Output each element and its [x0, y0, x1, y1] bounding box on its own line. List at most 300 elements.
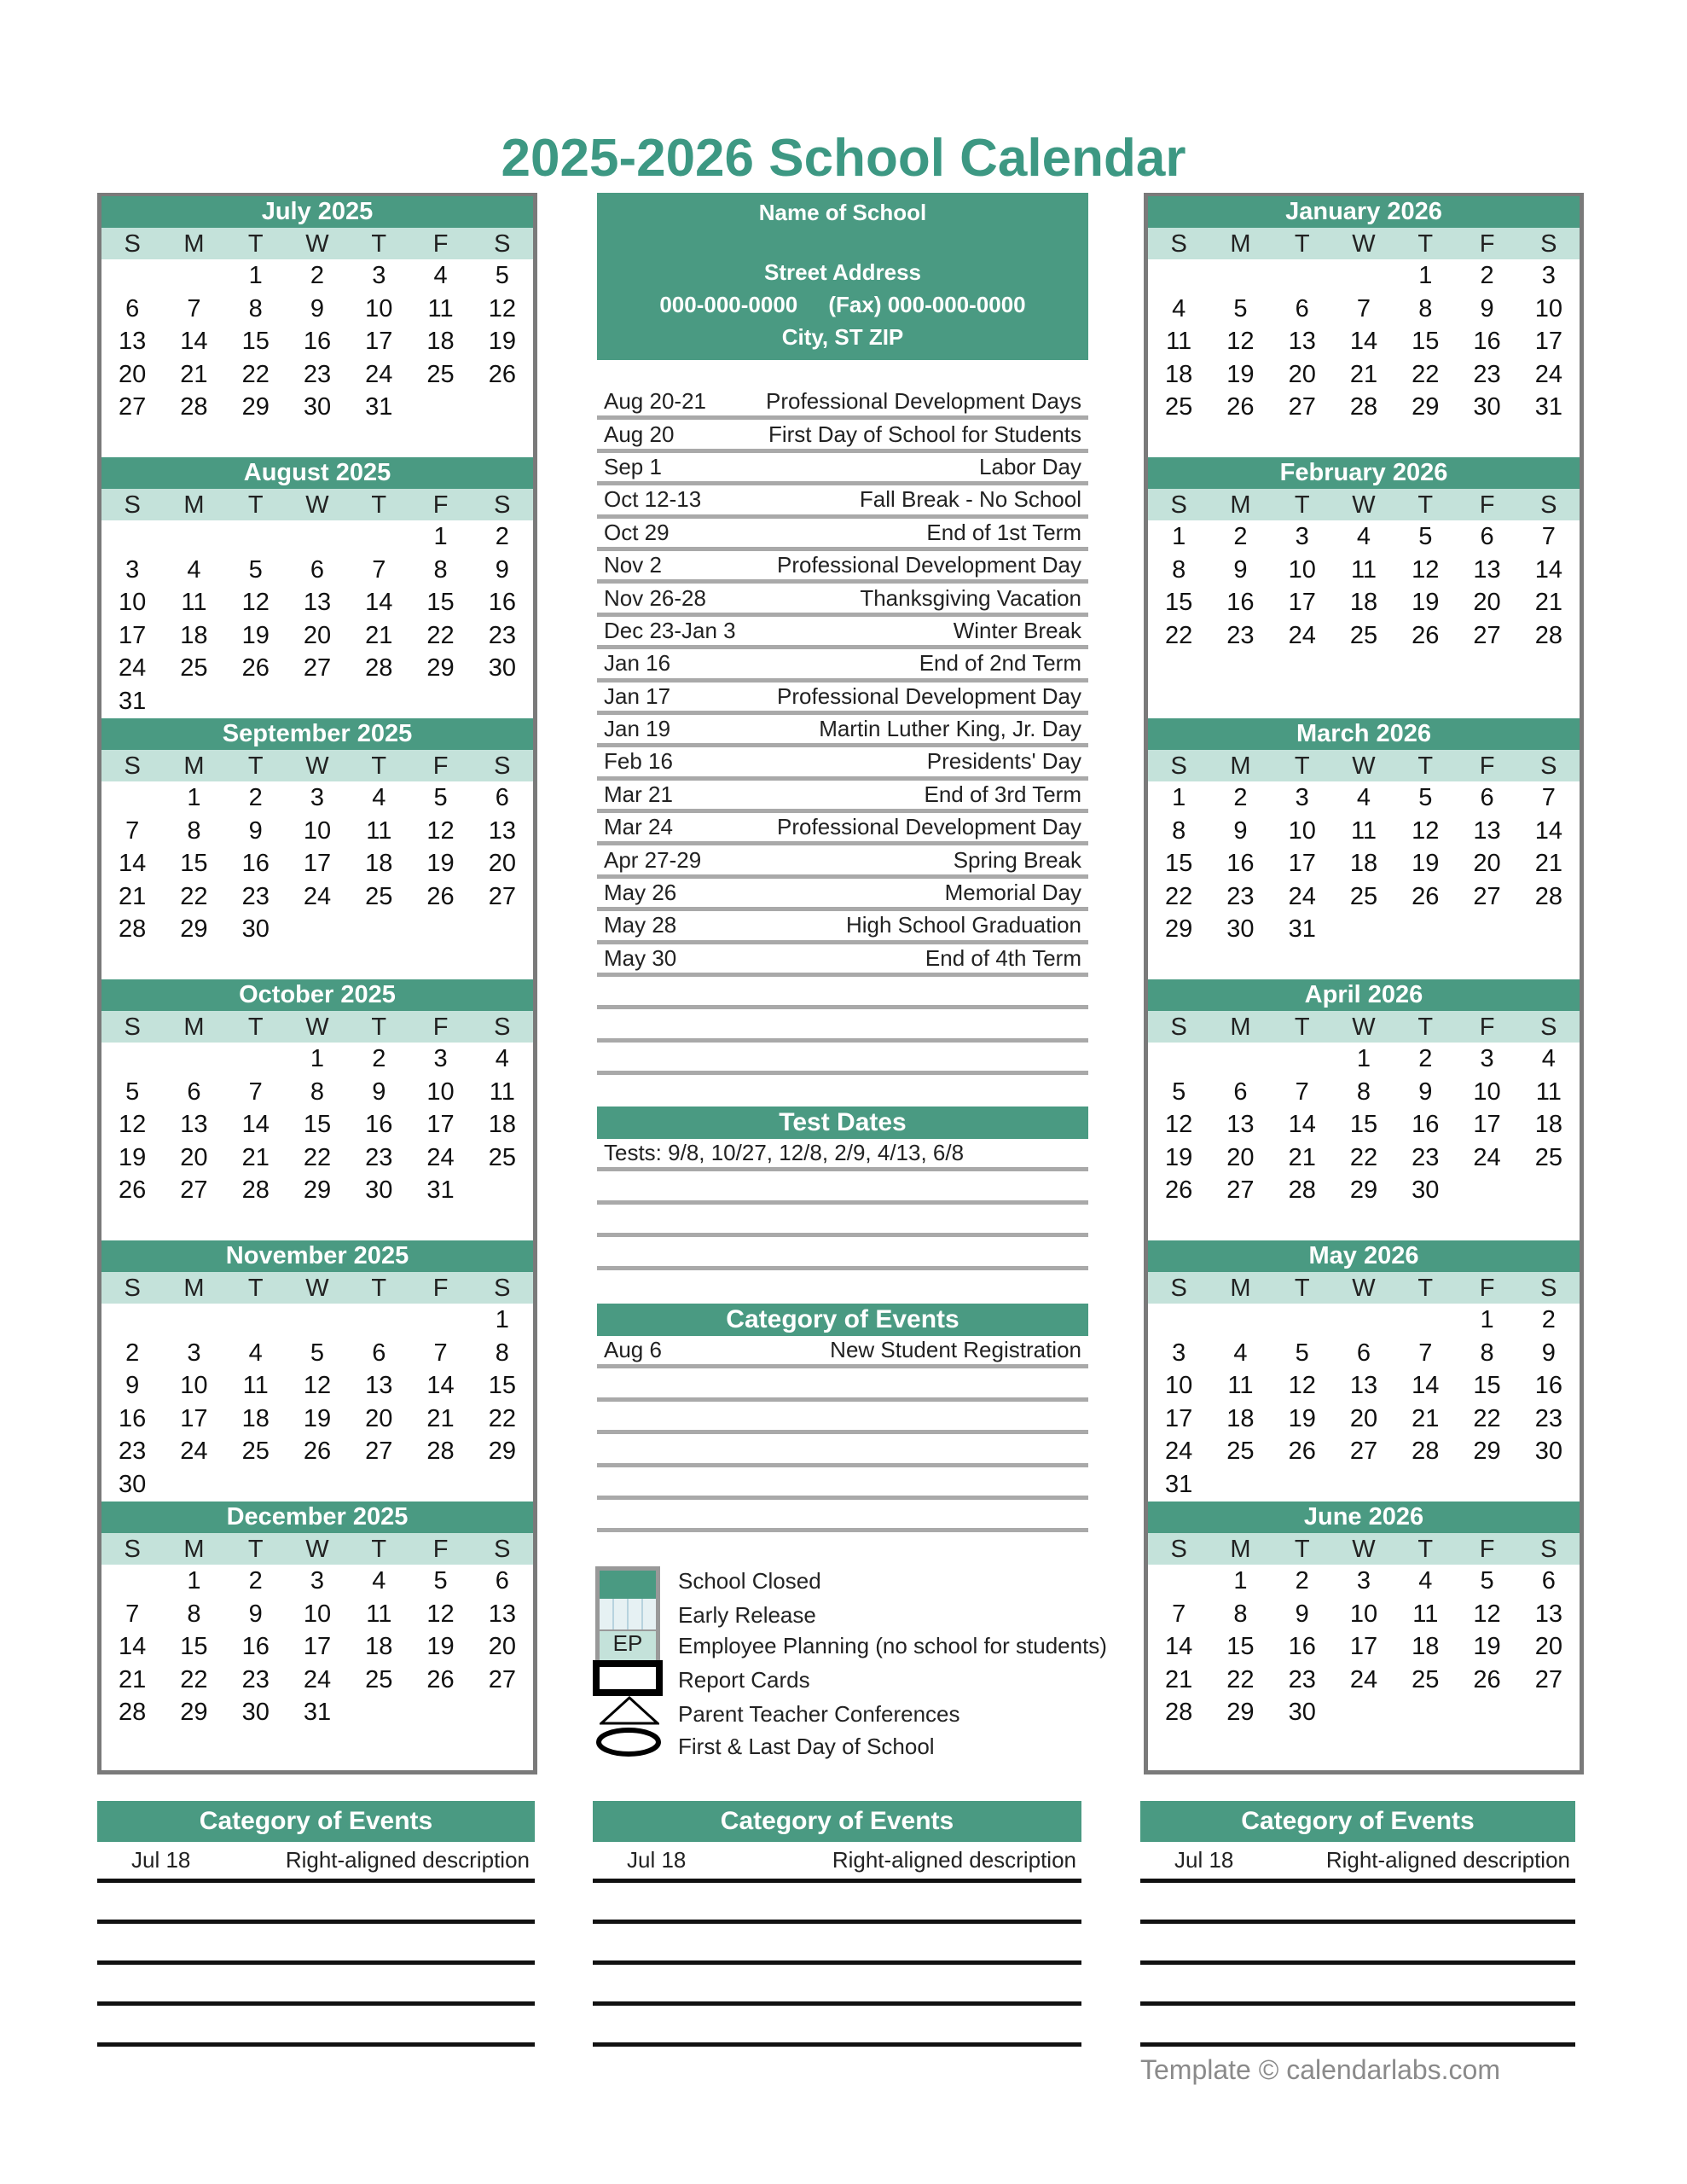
- day-cell[interactable]: 13: [365, 1372, 393, 1399]
- day-cell[interactable]: 7: [248, 1077, 263, 1106]
- day-cell[interactable]: 14: [241, 1111, 270, 1138]
- day-cell[interactable]: 12: [488, 294, 516, 322]
- day-cell[interactable]: 25: [1349, 621, 1378, 649]
- day-cell[interactable]: 19: [1165, 1143, 1193, 1171]
- day-cell[interactable]: 24: [180, 1438, 208, 1465]
- day-cell[interactable]: 1: [1233, 1567, 1248, 1594]
- day-cell[interactable]: 25: [241, 1438, 270, 1465]
- day-cell[interactable]: 23: [1288, 1665, 1316, 1693]
- day-cell[interactable]: 11: [366, 816, 392, 845]
- day-cell[interactable]: 29: [1412, 393, 1440, 421]
- day-cell[interactable]: 13: [303, 589, 332, 616]
- day-cell[interactable]: 12: [1473, 1600, 1501, 1628]
- day-cell[interactable]: 11: [427, 294, 454, 322]
- day-cell[interactable]: 13: [488, 816, 516, 845]
- day-cell[interactable]: 6: [1295, 294, 1309, 322]
- day-cell[interactable]: 26: [426, 882, 455, 910]
- day-cell[interactable]: 2: [1480, 262, 1494, 289]
- day-cell[interactable]: 6: [1356, 1339, 1371, 1367]
- day-cell[interactable]: 14: [1534, 816, 1562, 845]
- day-cell[interactable]: 25: [365, 882, 393, 910]
- day-cell[interactable]: 8: [1356, 1077, 1371, 1106]
- day-cell[interactable]: 25: [488, 1143, 516, 1171]
- day-cell[interactable]: 3: [187, 1339, 201, 1367]
- day-cell[interactable]: 8: [433, 555, 448, 584]
- day-cell[interactable]: 24: [1534, 360, 1562, 388]
- day-cell[interactable]: 6: [495, 1567, 509, 1594]
- day-cell[interactable]: 29: [180, 915, 208, 943]
- day-cell[interactable]: 27: [1473, 621, 1501, 649]
- day-cell[interactable]: 18: [1534, 1111, 1562, 1138]
- day-cell[interactable]: 22: [1412, 360, 1440, 388]
- day-cell[interactable]: 9: [1295, 1600, 1309, 1628]
- day-cell[interactable]: 28: [365, 654, 393, 682]
- day-cell[interactable]: 21: [180, 360, 208, 388]
- day-cell[interactable]: 30: [1473, 393, 1501, 421]
- day-cell[interactable]: 26: [241, 654, 270, 682]
- day-cell[interactable]: 4: [372, 784, 386, 811]
- day-cell[interactable]: 7: [1541, 523, 1556, 550]
- day-cell[interactable]: 7: [1172, 1600, 1186, 1628]
- day-cell[interactable]: 24: [1165, 1438, 1193, 1465]
- day-cell[interactable]: 30: [1288, 1699, 1316, 1726]
- day-cell[interactable]: 1: [187, 1567, 201, 1594]
- day-cell[interactable]: 5: [248, 555, 263, 584]
- day-cell[interactable]: 19: [303, 1404, 332, 1432]
- day-cell[interactable]: 11: [181, 589, 207, 616]
- day-cell[interactable]: 20: [180, 1143, 208, 1171]
- day-cell[interactable]: 1: [1418, 262, 1433, 289]
- day-cell[interactable]: 6: [372, 1339, 386, 1367]
- day-cell[interactable]: 20: [365, 1404, 393, 1432]
- day-cell[interactable]: 4: [187, 555, 201, 584]
- day-cell[interactable]: 8: [187, 816, 201, 845]
- day-cell[interactable]: 31: [1165, 1470, 1193, 1498]
- day-cell[interactable]: 23: [1226, 882, 1255, 910]
- day-cell[interactable]: 19: [241, 621, 270, 649]
- day-cell[interactable]: 9: [372, 1077, 386, 1106]
- day-cell[interactable]: 22: [180, 1665, 208, 1693]
- day-cell[interactable]: 3: [433, 1045, 448, 1072]
- day-cell[interactable]: 3: [1356, 1567, 1371, 1594]
- day-cell[interactable]: 22: [488, 1404, 516, 1432]
- day-cell[interactable]: 20: [1473, 589, 1501, 616]
- day-cell[interactable]: 16: [119, 1404, 147, 1432]
- day-cell[interactable]: 17: [1349, 1633, 1378, 1660]
- day-cell[interactable]: 21: [241, 1143, 270, 1171]
- day-cell[interactable]: 24: [365, 360, 393, 388]
- day-cell[interactable]: 18: [180, 621, 208, 649]
- day-cell[interactable]: 22: [426, 621, 455, 649]
- day-cell[interactable]: 27: [365, 1438, 393, 1465]
- day-cell[interactable]: 9: [125, 1372, 140, 1399]
- day-cell[interactable]: 21: [1534, 850, 1562, 877]
- day-cell[interactable]: 22: [1226, 1665, 1255, 1693]
- day-cell[interactable]: 16: [303, 328, 332, 355]
- day-cell[interactable]: 6: [495, 784, 509, 811]
- day-cell[interactable]: 16: [1412, 1111, 1440, 1138]
- day-cell[interactable]: 15: [1226, 1633, 1255, 1660]
- day-cell[interactable]: 18: [1226, 1404, 1255, 1432]
- day-cell[interactable]: 11: [489, 1077, 515, 1106]
- day-cell[interactable]: 21: [1534, 589, 1562, 616]
- day-cell[interactable]: 20: [1349, 1404, 1378, 1432]
- day-cell[interactable]: 23: [303, 360, 332, 388]
- day-cell[interactable]: 15: [426, 589, 455, 616]
- day-cell[interactable]: 1: [310, 1045, 325, 1072]
- day-cell[interactable]: 21: [1288, 1143, 1316, 1171]
- day-cell[interactable]: 2: [1233, 784, 1248, 811]
- day-cell[interactable]: 4: [1418, 1567, 1433, 1594]
- day-cell[interactable]: 12: [426, 1600, 455, 1628]
- day-cell[interactable]: 10: [1165, 1372, 1193, 1399]
- day-cell[interactable]: 30: [1412, 1176, 1440, 1204]
- day-cell[interactable]: 19: [426, 850, 455, 877]
- day-cell[interactable]: 14: [119, 1633, 147, 1660]
- day-cell[interactable]: 25: [426, 360, 455, 388]
- day-cell[interactable]: 4: [372, 1567, 386, 1594]
- day-cell[interactable]: 29: [241, 393, 270, 421]
- day-cell[interactable]: 14: [365, 589, 393, 616]
- day-cell[interactable]: 25: [180, 654, 208, 682]
- day-cell[interactable]: 19: [1412, 589, 1440, 616]
- day-cell[interactable]: 23: [1226, 621, 1255, 649]
- day-cell[interactable]: 9: [248, 1600, 263, 1628]
- day-cell[interactable]: 3: [125, 555, 140, 584]
- day-cell[interactable]: 23: [1473, 360, 1501, 388]
- day-cell[interactable]: 29: [1165, 915, 1193, 943]
- day-cell[interactable]: 14: [1412, 1372, 1440, 1399]
- day-cell[interactable]: 3: [310, 784, 325, 811]
- day-cell[interactable]: 17: [1165, 1404, 1193, 1432]
- day-cell[interactable]: 29: [1226, 1699, 1255, 1726]
- day-cell[interactable]: 19: [426, 1633, 455, 1660]
- day-cell[interactable]: 7: [125, 816, 140, 845]
- day-cell[interactable]: 22: [303, 1143, 332, 1171]
- day-cell[interactable]: 14: [1534, 555, 1562, 584]
- day-cell[interactable]: 13: [1288, 328, 1316, 355]
- day-cell[interactable]: 29: [1473, 1438, 1501, 1465]
- day-cell[interactable]: 3: [372, 262, 386, 289]
- day-cell[interactable]: 1: [248, 262, 263, 289]
- day-cell[interactable]: 23: [365, 1143, 393, 1171]
- day-cell[interactable]: 21: [1165, 1665, 1193, 1693]
- day-cell[interactable]: 25: [365, 1665, 393, 1693]
- day-cell[interactable]: 9: [310, 294, 325, 322]
- day-cell[interactable]: 23: [1412, 1143, 1440, 1171]
- day-cell[interactable]: 8: [187, 1600, 201, 1628]
- day-cell[interactable]: 17: [1534, 328, 1562, 355]
- day-cell[interactable]: 22: [1349, 1143, 1378, 1171]
- day-cell[interactable]: 26: [426, 1665, 455, 1693]
- day-cell[interactable]: 11: [1412, 1600, 1439, 1628]
- day-cell[interactable]: 11: [366, 1600, 392, 1628]
- day-cell[interactable]: 10: [1473, 1077, 1501, 1106]
- day-cell[interactable]: 7: [372, 555, 386, 584]
- day-cell[interactable]: 10: [1288, 816, 1316, 845]
- day-cell[interactable]: 3: [310, 1567, 325, 1594]
- day-cell[interactable]: 27: [119, 393, 147, 421]
- day-cell[interactable]: 18: [1349, 589, 1378, 616]
- day-cell[interactable]: 28: [180, 393, 208, 421]
- day-cell[interactable]: 14: [1349, 328, 1378, 355]
- day-cell[interactable]: 17: [1288, 589, 1316, 616]
- day-cell[interactable]: 11: [242, 1372, 269, 1399]
- day-cell[interactable]: 5: [310, 1339, 325, 1367]
- day-cell[interactable]: 12: [426, 816, 455, 845]
- day-cell[interactable]: 30: [488, 654, 516, 682]
- day-cell[interactable]: 12: [119, 1111, 147, 1138]
- day-cell[interactable]: 16: [1288, 1633, 1316, 1660]
- day-cell[interactable]: 22: [1165, 882, 1193, 910]
- day-cell[interactable]: 4: [1356, 523, 1371, 550]
- day-cell[interactable]: 5: [433, 1567, 448, 1594]
- day-cell[interactable]: 18: [1412, 1633, 1440, 1660]
- day-cell[interactable]: 24: [1349, 1665, 1378, 1693]
- day-cell[interactable]: 27: [180, 1176, 208, 1204]
- day-cell[interactable]: 26: [1226, 393, 1255, 421]
- day-cell[interactable]: 9: [248, 816, 263, 845]
- day-cell[interactable]: 16: [1226, 589, 1255, 616]
- day-cell[interactable]: 26: [1412, 621, 1440, 649]
- day-cell[interactable]: 27: [1473, 882, 1501, 910]
- day-cell[interactable]: 24: [119, 654, 147, 682]
- day-cell[interactable]: 20: [1288, 360, 1316, 388]
- day-cell[interactable]: 9: [1480, 294, 1494, 322]
- day-cell[interactable]: 3: [1172, 1339, 1186, 1367]
- day-cell[interactable]: 16: [241, 1633, 270, 1660]
- day-cell[interactable]: 5: [1480, 1567, 1494, 1594]
- day-cell[interactable]: 4: [1541, 1045, 1556, 1072]
- day-cell[interactable]: 11: [1535, 1077, 1562, 1106]
- day-cell[interactable]: 20: [488, 1633, 516, 1660]
- day-cell[interactable]: 8: [1233, 1600, 1248, 1628]
- day-cell[interactable]: 7: [1418, 1339, 1433, 1367]
- day-cell[interactable]: 8: [310, 1077, 325, 1106]
- day-cell[interactable]: 31: [303, 1699, 332, 1726]
- day-cell[interactable]: 22: [241, 360, 270, 388]
- day-cell[interactable]: 9: [495, 555, 509, 584]
- day-cell[interactable]: 13: [1349, 1372, 1378, 1399]
- day-cell[interactable]: 15: [241, 328, 270, 355]
- day-cell[interactable]: 21: [119, 1665, 147, 1693]
- day-cell[interactable]: 15: [180, 850, 208, 877]
- day-cell[interactable]: 23: [488, 621, 516, 649]
- day-cell[interactable]: 2: [372, 1045, 386, 1072]
- day-cell[interactable]: 28: [1412, 1438, 1440, 1465]
- day-cell[interactable]: 13: [488, 1600, 516, 1628]
- day-cell[interactable]: 5: [125, 1077, 140, 1106]
- day-cell[interactable]: 5: [1418, 784, 1433, 811]
- day-cell[interactable]: 8: [1172, 816, 1186, 845]
- day-cell[interactable]: 24: [426, 1143, 455, 1171]
- day-cell[interactable]: 17: [303, 1633, 332, 1660]
- day-cell[interactable]: 28: [241, 1176, 270, 1204]
- day-cell[interactable]: 13: [119, 328, 147, 355]
- day-cell[interactable]: 27: [1288, 393, 1316, 421]
- day-cell[interactable]: 21: [1412, 1404, 1440, 1432]
- day-cell[interactable]: 1: [495, 1306, 509, 1333]
- day-cell[interactable]: 10: [303, 816, 332, 845]
- day-cell[interactable]: 5: [433, 784, 448, 811]
- day-cell[interactable]: 12: [303, 1372, 332, 1399]
- day-cell[interactable]: 2: [310, 262, 325, 289]
- day-cell[interactable]: 6: [187, 1077, 201, 1106]
- day-cell[interactable]: 11: [1350, 816, 1377, 845]
- day-cell[interactable]: 14: [1165, 1633, 1193, 1660]
- day-cell[interactable]: 3: [1541, 262, 1556, 289]
- day-cell[interactable]: 6: [125, 294, 140, 322]
- day-cell[interactable]: 22: [1473, 1404, 1501, 1432]
- day-cell[interactable]: 19: [119, 1143, 147, 1171]
- day-cell[interactable]: 1: [1480, 1306, 1494, 1333]
- day-cell[interactable]: 17: [180, 1404, 208, 1432]
- day-cell[interactable]: 4: [1172, 294, 1186, 322]
- day-cell[interactable]: 29: [180, 1699, 208, 1726]
- day-cell[interactable]: 24: [303, 882, 332, 910]
- day-cell[interactable]: 31: [1288, 915, 1316, 943]
- day-cell[interactable]: 28: [1288, 1176, 1316, 1204]
- day-cell[interactable]: 2: [248, 1567, 263, 1594]
- day-cell[interactable]: 24: [1288, 621, 1316, 649]
- day-cell[interactable]: 21: [426, 1404, 455, 1432]
- day-cell[interactable]: 20: [488, 850, 516, 877]
- day-cell[interactable]: 16: [1226, 850, 1255, 877]
- day-cell[interactable]: 11: [1166, 328, 1192, 355]
- day-cell[interactable]: 3: [1295, 784, 1309, 811]
- day-cell[interactable]: 3: [1480, 1045, 1494, 1072]
- day-cell[interactable]: 1: [1172, 784, 1186, 811]
- day-cell[interactable]: 25: [1226, 1438, 1255, 1465]
- day-cell[interactable]: 12: [1226, 328, 1255, 355]
- day-cell[interactable]: 26: [303, 1438, 332, 1465]
- day-cell[interactable]: 26: [1165, 1176, 1193, 1204]
- day-cell[interactable]: 24: [1288, 882, 1316, 910]
- day-cell[interactable]: 12: [1412, 816, 1440, 845]
- day-cell[interactable]: 4: [1233, 1339, 1248, 1367]
- day-cell[interactable]: 28: [119, 915, 147, 943]
- day-cell[interactable]: 23: [241, 1665, 270, 1693]
- day-cell[interactable]: 27: [1534, 1665, 1562, 1693]
- day-cell[interactable]: 18: [1165, 360, 1193, 388]
- day-cell[interactable]: 24: [1473, 1143, 1501, 1171]
- day-cell[interactable]: 5: [1295, 1339, 1309, 1367]
- day-cell[interactable]: 26: [1412, 882, 1440, 910]
- day-cell[interactable]: 4: [433, 262, 448, 289]
- day-cell[interactable]: 6: [1480, 784, 1494, 811]
- day-cell[interactable]: 10: [180, 1372, 208, 1399]
- day-cell[interactable]: 15: [180, 1633, 208, 1660]
- day-cell[interactable]: 14: [1288, 1111, 1316, 1138]
- day-cell[interactable]: 8: [248, 294, 263, 322]
- day-cell[interactable]: 17: [119, 621, 147, 649]
- day-cell[interactable]: 18: [488, 1111, 516, 1138]
- day-cell[interactable]: 2: [1233, 523, 1248, 550]
- day-cell[interactable]: 19: [1412, 850, 1440, 877]
- day-cell[interactable]: 6: [1480, 523, 1494, 550]
- day-cell[interactable]: 2: [1295, 1567, 1309, 1594]
- day-cell[interactable]: 30: [1226, 915, 1255, 943]
- day-cell[interactable]: 7: [1295, 1077, 1309, 1106]
- day-cell[interactable]: 14: [426, 1372, 455, 1399]
- day-cell[interactable]: 5: [1418, 523, 1433, 550]
- day-cell[interactable]: 28: [426, 1438, 455, 1465]
- day-cell[interactable]: 6: [310, 555, 325, 584]
- day-cell[interactable]: 25: [1349, 882, 1378, 910]
- day-cell[interactable]: 2: [1418, 1045, 1433, 1072]
- day-cell[interactable]: 5: [1172, 1077, 1186, 1106]
- day-cell[interactable]: 25: [1412, 1665, 1440, 1693]
- day-cell[interactable]: 21: [1349, 360, 1378, 388]
- day-cell[interactable]: 29: [426, 654, 455, 682]
- day-cell[interactable]: 18: [241, 1404, 270, 1432]
- day-cell[interactable]: 26: [1288, 1438, 1316, 1465]
- day-cell[interactable]: 15: [488, 1372, 516, 1399]
- day-cell[interactable]: 31: [1534, 393, 1562, 421]
- day-cell[interactable]: 29: [488, 1438, 516, 1465]
- day-cell[interactable]: 2: [125, 1339, 140, 1367]
- day-cell[interactable]: 10: [119, 589, 147, 616]
- day-cell[interactable]: 27: [1349, 1438, 1378, 1465]
- day-cell[interactable]: 7: [433, 1339, 448, 1367]
- day-cell[interactable]: 26: [119, 1176, 147, 1204]
- day-cell[interactable]: 23: [119, 1438, 147, 1465]
- day-cell[interactable]: 27: [303, 654, 332, 682]
- day-cell[interactable]: 4: [495, 1045, 509, 1072]
- day-cell[interactable]: 9: [1418, 1077, 1433, 1106]
- day-cell[interactable]: 6: [1233, 1077, 1248, 1106]
- day-cell[interactable]: 13: [1534, 1600, 1562, 1628]
- day-cell[interactable]: 9: [1233, 555, 1248, 584]
- day-cell[interactable]: 11: [1227, 1372, 1254, 1399]
- day-cell[interactable]: 23: [1534, 1404, 1562, 1432]
- day-cell[interactable]: 21: [365, 621, 393, 649]
- day-cell[interactable]: 8: [1480, 1339, 1494, 1367]
- day-cell[interactable]: 1: [187, 784, 201, 811]
- day-cell[interactable]: 28: [1165, 1699, 1193, 1726]
- day-cell[interactable]: 2: [495, 523, 509, 550]
- day-cell[interactable]: 15: [1349, 1111, 1378, 1138]
- day-cell[interactable]: 16: [365, 1111, 393, 1138]
- day-cell[interactable]: 20: [303, 621, 332, 649]
- day-cell[interactable]: 25: [1534, 1143, 1562, 1171]
- day-cell[interactable]: 22: [180, 882, 208, 910]
- day-cell[interactable]: 10: [1349, 1600, 1378, 1628]
- day-cell[interactable]: 20: [1226, 1143, 1255, 1171]
- day-cell[interactable]: 8: [1418, 294, 1433, 322]
- day-cell[interactable]: 13: [180, 1111, 208, 1138]
- day-cell[interactable]: 18: [1349, 850, 1378, 877]
- day-cell[interactable]: 13: [1226, 1111, 1255, 1138]
- day-cell[interactable]: 7: [187, 294, 201, 322]
- day-cell[interactable]: 23: [241, 882, 270, 910]
- day-cell[interactable]: 10: [303, 1600, 332, 1628]
- day-cell[interactable]: 11: [1350, 555, 1377, 584]
- day-cell[interactable]: 15: [303, 1111, 332, 1138]
- day-cell[interactable]: 19: [488, 328, 516, 355]
- day-cell[interactable]: 17: [303, 850, 332, 877]
- day-cell[interactable]: 20: [1473, 850, 1501, 877]
- day-cell[interactable]: 31: [426, 1176, 455, 1204]
- day-cell[interactable]: 30: [365, 1176, 393, 1204]
- day-cell[interactable]: 13: [1473, 816, 1501, 845]
- day-cell[interactable]: 25: [1165, 393, 1193, 421]
- day-cell[interactable]: 30: [119, 1470, 147, 1498]
- day-cell[interactable]: 1: [1172, 523, 1186, 550]
- day-cell[interactable]: 5: [495, 262, 509, 289]
- day-cell[interactable]: 14: [119, 850, 147, 877]
- day-cell[interactable]: 18: [365, 850, 393, 877]
